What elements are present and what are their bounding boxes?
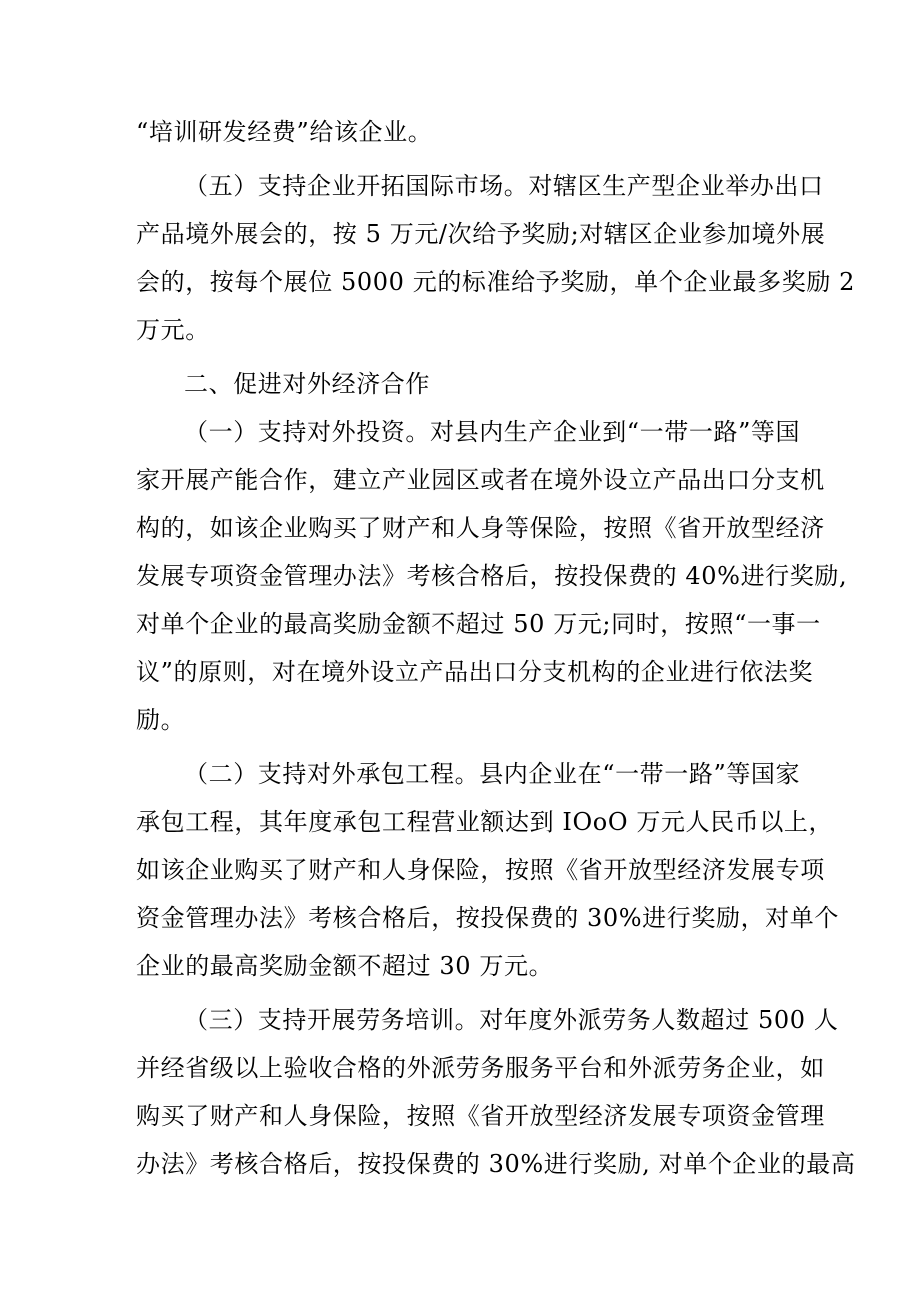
section-heading: 二、促进对外经济合作 — [184, 370, 430, 398]
text-line: 承包工程，其年度承包工程营业额达到 IOoO 万元人民币以上， — [136, 808, 834, 836]
text-line: 产品境外展会的，按 5 万元/次给予奖励;对辖区企业参加境外展 — [136, 220, 826, 248]
text-line: 对单个企业的最高奖励金额不超过 50 万元;同时，按照“一事一 — [136, 610, 821, 638]
text-line: 家开展产能合作，建立产业园区或者在境外设立产品出口分支机 — [136, 466, 825, 494]
paragraph-labor-training — [136, 996, 856, 1188]
text-line: 发展专项资金管理办法》考核合格后，按投保费的 40%进行奖励, — [136, 562, 848, 590]
paragraph-international-market — [136, 162, 856, 354]
text-line: 资金管理办法》考核合格后，按投保费的 30%进行奖励，对单个 — [136, 904, 839, 932]
text-line: 办法》考核合格后，按投保费的 30%进行奖励, 对单个企业的最高 — [136, 1150, 856, 1178]
text-line: 励。 — [136, 706, 186, 734]
text-line: 如该企业购买了财产和人身保险，按照《省开放型经济发展专项 — [136, 856, 825, 884]
text-line: 会的，按每个展位 5000 元的标准给予奖励，单个企业最多奖励 2 — [136, 268, 856, 296]
text-line: 并经省级以上验收合格的外派劳务服务平台和外派劳务企业，如 — [136, 1054, 825, 1082]
text-line: “培训研发经费”给该企业。 — [136, 118, 433, 146]
text-line: 购买了财产和人身保险，按照《省开放型经济发展专项资金管理 — [136, 1102, 825, 1130]
text-line: 万元。 — [136, 316, 210, 344]
text-line: 构的，如该企业购买了财产和人身等保险，按照《省开放型经济 — [136, 514, 825, 542]
text-line: （三）支持开展劳务培训。对年度外派劳务人数超过 500 人 — [184, 1006, 839, 1034]
text-line: 企业的最高奖励金额不超过 30 万元。 — [136, 952, 554, 980]
document-body — [136, 108, 856, 1188]
paragraph-contracted-projects — [136, 750, 839, 990]
text-line: （五）支持企业开拓国际市场。对辖区生产型企业举办出口 — [184, 172, 824, 200]
text-line: （二）支持对外承包工程。县内企业在“一带一路”等国家 — [184, 760, 801, 788]
section-heading-foreign-cooperation — [136, 360, 792, 408]
paragraph-training-fund — [136, 108, 792, 156]
text-line: （一）支持对外投资。对县内生产企业到“一带一路”等国 — [184, 418, 801, 446]
text-line: 议”的原则，对在境外设立产品出口分支机构的企业进行依法奖 — [136, 658, 814, 686]
paragraph-foreign-investment — [136, 408, 848, 744]
